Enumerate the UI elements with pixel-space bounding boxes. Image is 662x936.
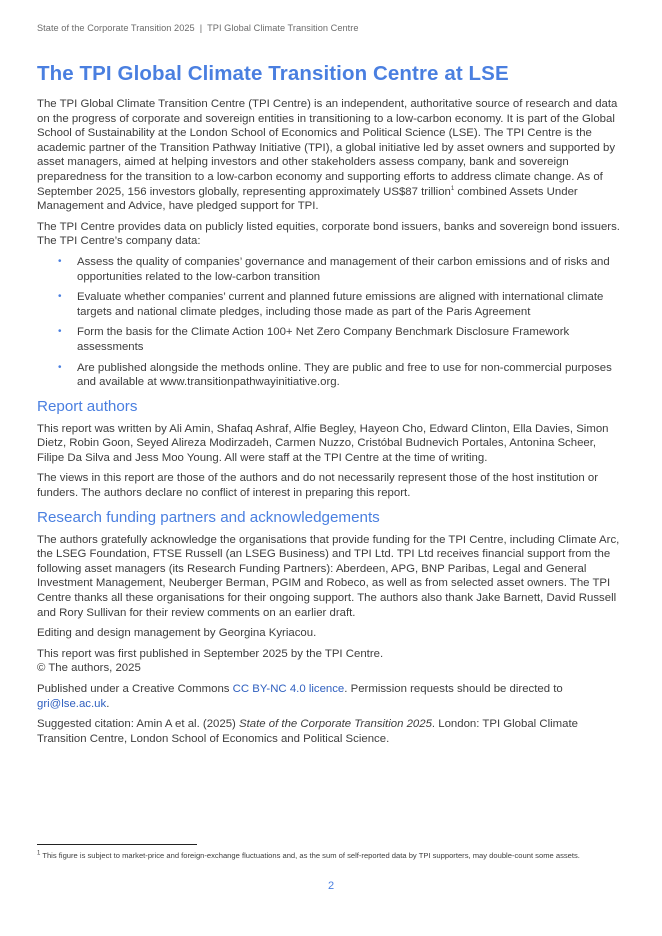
intro-paragraph-2: The TPI Centre provides data on publicly listed equities, corporate bond issuers, banks and sovereign bond issuers. The TPI Centre’s company data:	[37, 220, 620, 248]
footnote-divider	[37, 844, 197, 845]
footnote-marker: 1	[37, 850, 41, 857]
running-header	[37, 23, 359, 33]
list-item	[58, 290, 625, 319]
footnote-text: This figure is subject to market-price and foreign-exchange fluctuations and, as the sum of self-reported data by TPI supporters, may double-count some assets.	[40, 851, 580, 860]
footnote	[37, 850, 625, 861]
publication-date-text: This report was first published in September 2025 by the TPI Centre.	[37, 647, 384, 660]
list-item	[58, 255, 625, 284]
licence-text-continued: . Permission requests should be directed to	[344, 683, 563, 695]
body-content	[37, 97, 625, 752]
list-item-text: Form the basis for the Climate Action 100+ Net Zero Company Benchmark Disclosure Framework assessments	[77, 326, 570, 353]
header-report-title: State of the Corporate Transition 2025	[37, 23, 195, 33]
page-number: 2	[327, 880, 335, 892]
list-item	[58, 325, 625, 354]
intro-text-continued: combined Assets Under Management and Advice, have pledged support for TPI.	[37, 185, 578, 213]
citation-text-continued: . London: TPI Global Climate Transition Centre, London School of Economics and Political Science.	[37, 718, 578, 745]
citation-paragraph	[37, 717, 625, 746]
page-title: The TPI Global Climate Transition Centre at LSE	[37, 62, 509, 85]
list-item	[58, 361, 625, 390]
licence-text-end: .	[106, 697, 110, 710]
authors-paragraph: This report was written by Ali Amin, Shafaq Ashraf, Alfie Begley, Hayeon Cho, Edward Clinton, Ella Davies, Simon Dietz, Robin Goon, Seyed Alireza Modirzadeh, Carmen Nuzzo, Cristóbal Budnevich Portales, Antonina Scheer, Filipe Da Silva and Jess Moo Young. All were staff at the TPI Centre at the time of writing.	[37, 422, 609, 464]
citation-title: State of the Corporate Transition 2025	[239, 718, 432, 731]
intro-text: The TPI Global Climate Transition Centre (TPI Centre) is an independent, authoritative source of research and data on the progress of corporate and sovereign entities in transitioning to a low-carbon economy. It is part of the Global School of Sustainability at the London School of Economics and Political Science (LSE). The TPI Centre is the academic partner of the Transition Pathway Initiative (TPI), a global initiative led by asset owners and supported by asset managers, aimed at helping investors and other stakeholders assess company, bank and sovereign preparedness for the transition to a low-carbon economy and supporting efforts to address climate change. As of September 2025, 156 investors globally, representing approximately US$87 trillion	[37, 98, 618, 198]
bullet-icon: •	[58, 326, 62, 338]
bullet-icon: •	[58, 291, 62, 303]
intro-paragraph-1	[37, 97, 625, 214]
editing-credit: Editing and design management by Georgina Kyriacou.	[37, 627, 317, 640]
funding-paragraph: The authors gratefully acknowledge the organisations that provide funding for the TPI Centre, including Climate Arc, the LSEG Foundation, FTSE Russell (an LSEG Business) and TPI Ltd. TPI Ltd receives financial support from the following asset managers (its Research Funding Partners): Aberdeen, APG, BNP Paribas, Legal and General Investment Management, Neuberger Berman, PGIM and Robeco, as well as from selected asset owners. The TPI Centre thanks all these organisations for their ongoing support. The authors also thank Jake Barnett, David Russell and Rory Sullivan for their review comments on an earlier draft.	[37, 533, 620, 619]
list-item-text: Evaluate whether companies’ current and planned future emissions are aligned with international climate targets and national climate pledges, including those made as part of the Paris Agreement	[77, 291, 604, 318]
bullet-icon: •	[58, 255, 62, 267]
section-heading-authors: Report authors	[37, 397, 138, 415]
citation-text: Suggested citation: Amin A et al. (2025)	[37, 718, 239, 731]
licence-paragraph	[37, 682, 625, 711]
section-heading-funding: Research funding partners and acknowledgements	[37, 508, 380, 526]
disclaimer-paragraph: The views in this report are those of the authors and do not necessarily represent those of the host institution or funders. The authors declare no conflict of interest in preparing this report.	[37, 472, 598, 500]
licence-link[interactable]: CC BY-NC 4.0 licence	[232, 683, 345, 695]
list-item-text: Assess the quality of companies’ governance and management of their carbon emissions and of risks and opportunities related to the low-carbon transition	[77, 255, 610, 283]
footnote-reference[interactable]: 1	[450, 185, 455, 192]
header-separator: |	[199, 23, 203, 33]
licence-text: Published under a Creative Commons	[37, 683, 233, 695]
header-organisation: TPI Global Climate Transition Centre	[207, 23, 359, 33]
email-link[interactable]: gri@lse.ac.uk	[37, 697, 107, 710]
bullet-icon: •	[58, 361, 62, 373]
list-item-text: Are published alongside the methods online. They are public and free to use for non-commercial purposes and available at www.transitionpathwayinitiative.org.	[77, 361, 612, 389]
company-data-list	[37, 255, 625, 390]
publication-info	[37, 647, 625, 676]
copyright-text: © The authors, 2025	[37, 662, 141, 675]
